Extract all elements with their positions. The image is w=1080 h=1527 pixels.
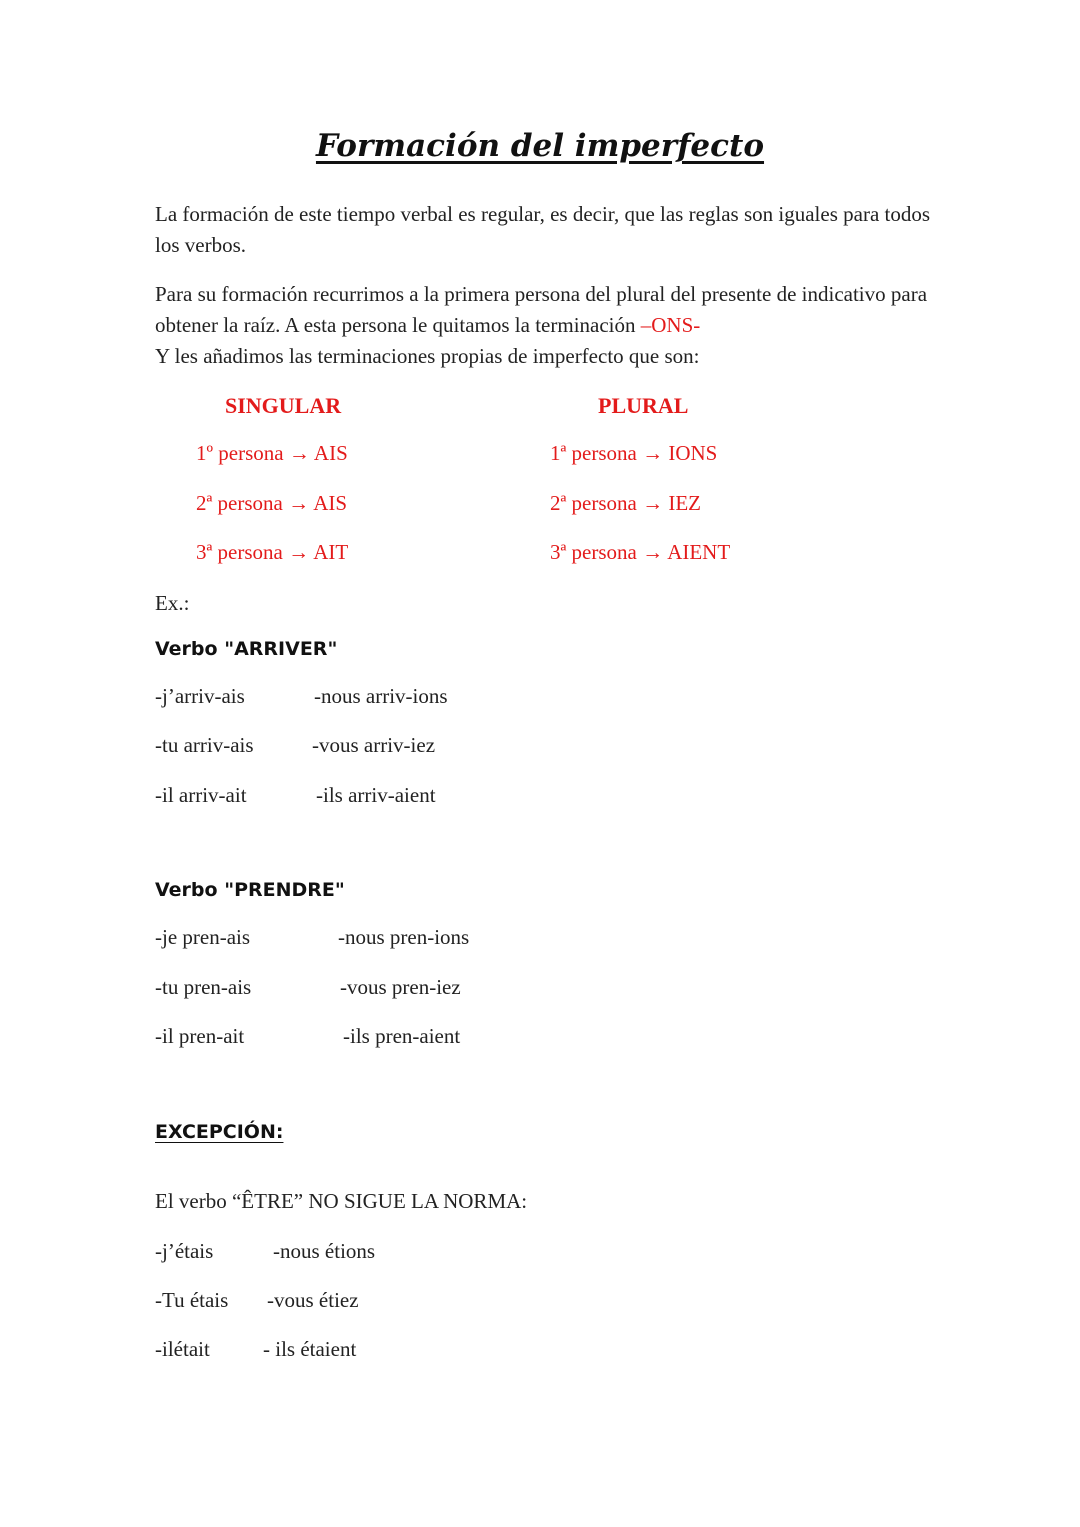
etre-plural-1: -nous étions xyxy=(273,1239,376,1263)
intro-paragraph-2-text: Para su formación recurrimos a la primera persona del plural del presente de indicativo para obtener la raíz. A esta persona le quitamos la terminación xyxy=(155,282,928,337)
etre-singular-1: -j’étais xyxy=(155,1239,214,1263)
verb-arriver-heading: Verbo "ARRIVER" xyxy=(155,638,338,660)
plural-rule-2: 2ª persona → IEZ xyxy=(550,491,701,515)
arriver-singular-1: -j’arriv-ais xyxy=(155,684,245,708)
arriver-singular-3: -il arriv-ait xyxy=(155,783,247,807)
plural-rule-3: 3ª persona → AIENT xyxy=(550,540,731,564)
intro-paragraph-2 xyxy=(155,279,945,372)
example-label: Ex.: xyxy=(155,591,190,615)
etre-singular-2: -Tu étais xyxy=(155,1288,229,1312)
singular-rule-3: 3ª persona → AIT xyxy=(196,540,349,564)
plural-rule-1: 1ª persona → IONS xyxy=(550,441,718,465)
arriver-plural-2: -vous arriv-iez xyxy=(312,733,436,757)
prendre-plural-1: -nous pren-ions xyxy=(338,925,470,949)
prendre-plural-2: -vous pren-iez xyxy=(340,975,461,999)
verb-prendre-heading: Verbo "PRENDRE" xyxy=(155,879,345,901)
prendre-singular-2: -tu pren-ais xyxy=(155,975,252,999)
singular-heading: SINGULAR xyxy=(225,393,342,418)
prendre-plural-3: -ils pren-aient xyxy=(343,1024,461,1048)
ons-ending-highlight: –ONS- xyxy=(640,313,701,337)
etre-plural-3: - ils étaient xyxy=(263,1337,357,1361)
arriver-singular-2: -tu arriv-ais xyxy=(155,733,254,757)
plural-heading: PLURAL xyxy=(598,393,689,418)
exception-heading: EXCEPCIÓN: xyxy=(155,1121,284,1143)
singular-rule-2: 2ª persona → AIS xyxy=(196,491,348,515)
prendre-singular-3: -il pren-ait xyxy=(155,1024,245,1048)
intro-paragraph-2-continuation: Y les añadimos las terminaciones propias de imperfecto que son: xyxy=(155,344,700,368)
etre-plural-2: -vous étiez xyxy=(267,1288,359,1312)
exception-note: El verbo “ÊTRE” NO SIGUE LA NORMA: xyxy=(155,1189,528,1213)
page-title: Formación del imperfecto xyxy=(315,128,765,164)
singular-rule-1: 1º persona → AIS xyxy=(196,441,348,465)
intro-paragraph-1: La formación de este tiempo verbal es regular, es decir, que las reglas son iguales para todos los verbos. xyxy=(155,202,931,257)
prendre-singular-1: -je pren-ais xyxy=(155,925,251,949)
arriver-plural-1: -nous arriv-ions xyxy=(314,684,448,708)
arriver-plural-3: -ils arriv-aient xyxy=(316,783,436,807)
etre-singular-3: -ilétait xyxy=(155,1337,210,1361)
